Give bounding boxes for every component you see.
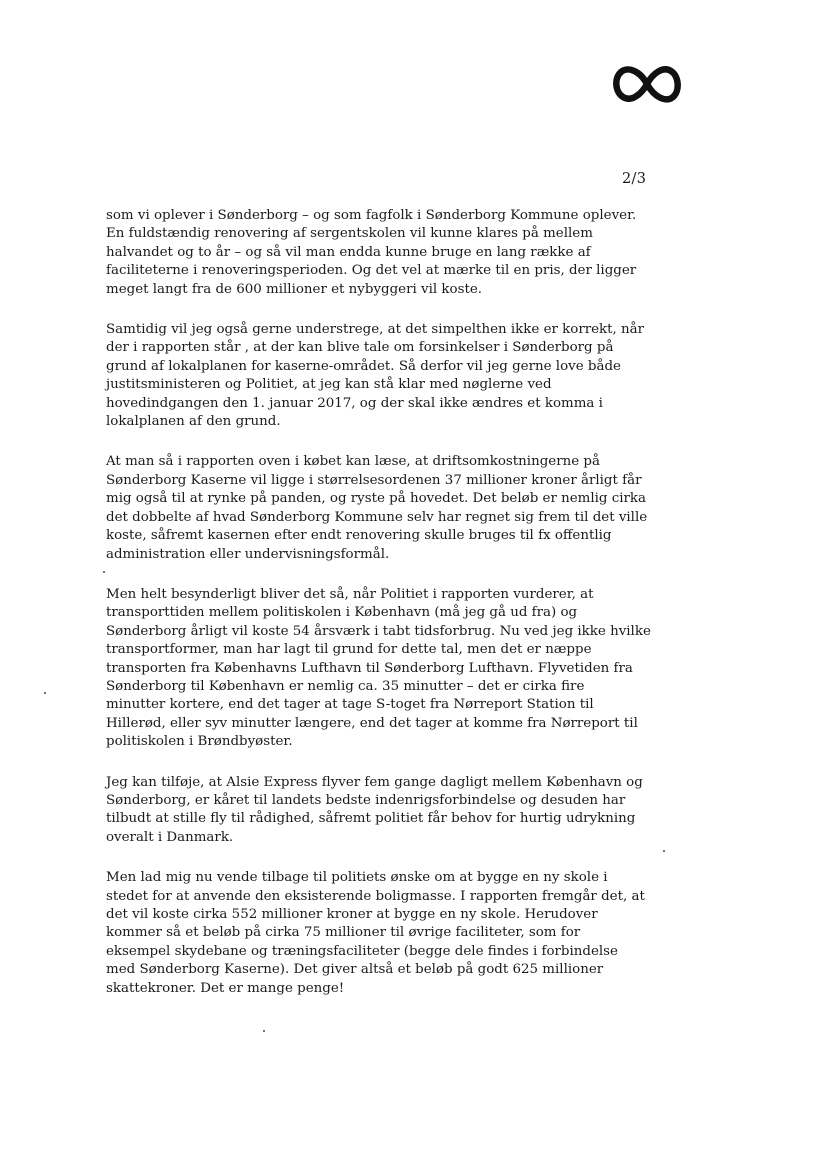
text-line: overalt i Danmark.: [106, 829, 234, 845]
text-line: lokalplanen af den grund.: [106, 414, 281, 430]
text-line: halvandet og to år – og så vil man endda kunne bruge en lang række af: [106, 244, 591, 260]
letter-body: [106, 207, 651, 1020]
text-line: tilbudt at stille fly til rådighed, såfremt politiet får behov for hurtig udrykning: [106, 811, 636, 827]
text-line: Hillerød, eller syv minutter længere, end det tager at komme fra Nørreport til: [106, 715, 638, 731]
scan-speck: [263, 1030, 265, 1032]
text-line: stedet for at anvende den eksisterende boligmasse. I rapporten fremgår det, at: [106, 888, 645, 904]
text-line: minutter kortere, end det tager at tage S-toget fra Nørreport Station til: [106, 697, 594, 713]
scan-speck: [44, 692, 46, 694]
text-line: skattekroner. Det er mange penge!: [106, 980, 345, 996]
page-number: 2/3: [622, 171, 647, 187]
text-line: Jeg kan tilføje, at Alsie Express flyver fem gange dagligt mellem København og: [106, 774, 643, 790]
text-line: kommer så et beløb på cirka 75 millioner til øvrige faciliteter, som for: [106, 925, 581, 941]
text-line: mig også til at rynke på panden, og ryste på hovedet. Det beløb er nemlig cirka: [106, 491, 647, 507]
text-line: Sønderborg årligt vil koste 54 årsværk i tabt tidsforbrug. Nu ved jeg ikke hvilke: [106, 623, 651, 639]
text-line: som vi oplever i Sønderborg – og som fagfolk i Sønderborg Kommune oplever.: [106, 208, 637, 223]
text-line: Men lad mig nu vende tilbage til politiets ønske om at bygge en ny skole i: [106, 870, 608, 886]
paragraph-2: [106, 321, 645, 431]
text-line: eksempel skydebane og træningsfaciliteter (begge dele findes i forbindelse: [106, 943, 618, 959]
text-line: Men helt besynderligt bliver det så, når Politiet i rapporten vurderer, at: [106, 586, 594, 602]
text-line: Sønderborg Kaserne vil ligge i størrelsesordenen 37 millioner kroner årligt får: [106, 472, 642, 488]
paragraph-6: [106, 869, 645, 998]
text-line: administration eller undervisningsformål.: [106, 546, 390, 562]
text-line: Sønderborg til København er nemlig ca. 35 minutter – det er cirka fire: [106, 678, 585, 694]
paragraph-5: [106, 774, 643, 848]
text-line: transporttiden mellem politiskolen i København (må jeg gå ud fra) og: [106, 605, 578, 621]
text-line: med Sønderborg Kaserne). Det giver altså et beløb på godt 625 millioner: [106, 962, 604, 978]
infinity-icon: [611, 62, 683, 106]
text-line: transportformer, man har lagt til grund for dette tal, men det er næppe: [106, 642, 592, 658]
text-line: faciliteterne i renoveringsperioden. Og det vel at mærke til en pris, der ligger: [106, 263, 637, 279]
text-line: hovedindgangen den 1. januar 2017, og der skal ikke ændres et komma i: [106, 395, 603, 411]
text-line: der i rapporten står , at der kan blive tale om forsinkelser i Sønderborg på: [106, 340, 614, 356]
text-line: det dobbelte af hvad Sønderborg Kommune selv har regnet sig frem til det ville: [106, 509, 648, 525]
text-line: grund af lokalplanen for kaserne-området. Så derfor vil jeg gerne love både: [106, 358, 621, 374]
text-line: meget langt fra de 600 millioner et nybyggeri vil koste.: [106, 281, 483, 297]
paragraph-3: [106, 453, 648, 563]
text-line: transporten fra Københavns Lufthavn til Sønderborg Lufthavn. Flyvetiden fra: [106, 660, 633, 676]
text-line: Sønderborg, er kåret til landets bedste indenrigsforbindelse og desuden har: [106, 792, 626, 808]
scan-speck: [663, 850, 665, 852]
text-line: En fuldstændig renovering af sergentskolen vil kunne klares på mellem: [106, 226, 593, 242]
text-line: At man så i rapporten oven i købet kan læse, at driftsomkostningerne på: [106, 454, 600, 470]
text-line: politiskolen i Brøndbyøster.: [106, 734, 293, 750]
text-line: Samtidig vil jeg også gerne understrege, at det simpelthen ikke er korrekt, når: [106, 322, 645, 338]
text-line: det vil koste cirka 552 millioner kroner at bygge en ny skole. Herudover: [106, 907, 598, 922]
scan-speck: [103, 571, 105, 573]
paragraph-1: [106, 207, 637, 299]
text-line: justitsministeren og Politiet, at jeg kan stå klar med nøglerne ved: [106, 377, 552, 393]
paragraph-4: [106, 586, 651, 752]
text-line: koste, såfremt kasernen efter endt renovering skulle bruges til fx offentlig: [106, 528, 612, 544]
